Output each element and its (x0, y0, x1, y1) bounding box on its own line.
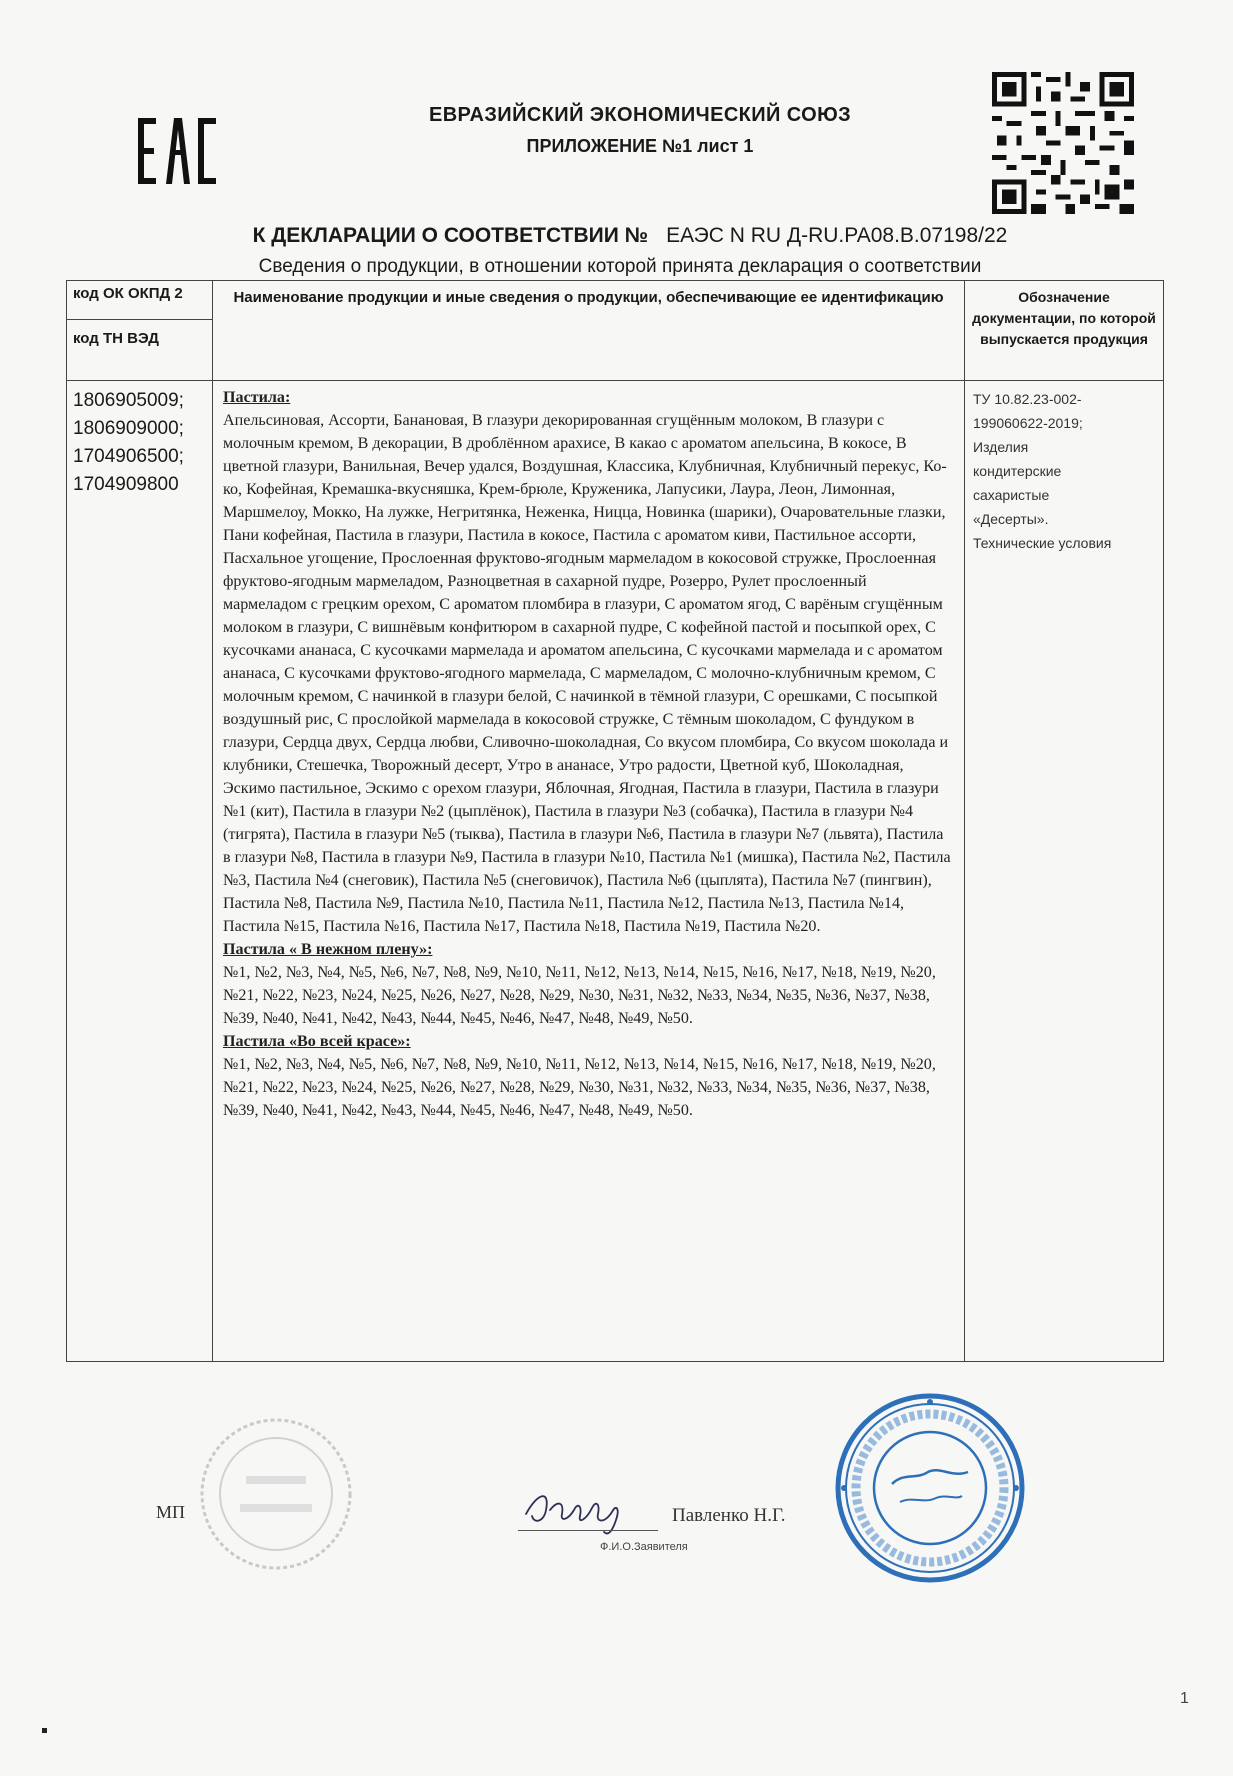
product-group-list: №1, №2, №3, №4, №5, №6, №7, №8, №9, №10, №11, №12, №13, №14, №15, №16, №17, №18, №19, №20, №21, №22, №23, №24, №25, №26, №27, №28, №29, №30, №31, №32, №33, №34, №35, №36, №37, №38, №39, №40, №41, №42, №43, №44, №45, №46, №47, №48, №49, №50. (223, 964, 936, 1027)
product-group-heading: Пастила «Во всей красе»: (223, 1033, 411, 1050)
header-tnved-code: код ТН ВЭД (67, 320, 213, 381)
scan-dot-mark (42, 1728, 47, 1733)
declaration-number: ЕАЭС N RU Д-RU.PA08.B.07198/22 (666, 224, 1008, 247)
documentation-line: «Десерты». (973, 511, 1049, 527)
documentation-line: ТУ 10.82.23-002- (973, 391, 1082, 407)
header-okpd-code: код ОК ОКПД 2 (67, 281, 213, 320)
product-code: 1704906500; (73, 446, 184, 467)
appendix-subtitle: ПРИЛОЖЕНИЕ №1 лист 1 (526, 136, 754, 156)
product-code: 1806905009; (73, 390, 184, 411)
page-number: 1 (1180, 1690, 1189, 1707)
signer-name: Павленко Н.Г. (672, 1505, 786, 1526)
documentation-line: Изделия (973, 439, 1029, 455)
table-row (67, 381, 1164, 1362)
union-title: ЕВРАЗИЙСКИЙ ЭКОНОМИЧЕСКИЙ СОЮЗ (428, 104, 852, 126)
product-group-list: Апельсиновая, Ассорти, Банановая, В глазури декорированная сгущённым молоком, В глазури с молочным кремом, В декорации, В дроблённом арахисе, В какао с ароматом апельсина, В кокосе, В цветной глазури, Ванильная, Вечер удался, Воздушная, Классика, Клубничная, Клубничный перекус, Ко-ко, Кофейная, Кремашка-вкусняшка, Крем-брюле, Круженика, Лапусики, Лаура, Леон, Лимонная, Маршмелоу, Мокко, На лужке, Негритянка, Неженка, Ницца, Новинка (шарики), Очаровательные глазки, Пани кофейная, Пастила в глазури, Пастила в кокосе, Пастила с ароматом киви, Пастильное ассорти, Пасхальное угощение, Прослоенная фруктово-ягодным мармеладом в кокосовой стружке, Прослоенная фруктово-ягодным мармеладом, Разноцветная в сахарной пудре, Розерро, Рулет прослоенный мармеладом с грецким орехом, С ароматом пломбира в глазури, С ароматом ягод, С варёным сгущённым молоком в глазури, С вишнёвым конфитюром в сахарной пудре, С кофейной пастой и посыпкой орех, С кусочками ананаса, С кусочками мармелада и ароматом апельсина, С кусочками мармелада и с ароматом ананаса, С кусочками фруктово-ягодного мармелада, С мармеладом, С молочно-клубничным кремом, С молочным кремом, С начинкой в глазури белой, С начинкой в тёмной глазури, С орешками, С посыпкой воздушный рис, С прослойкой мармелада в кокосовой стружке, С тёмным шоколадом, С фундуком в глазури, Сердца двух, Сердца любви, Сливочно-шоколадная, Со вкусом пломбира, Со вкусом шоколада и клубники, Стешечка, Творожный десерт, Утро в ананасе, Утро радости, Цветной куб, Шоколадная, Эскимо пастильное, Эскимо с орехом глазури, Яблочная, Ягодная, Пастила в глазури, Пастила в глазури №1 (кит), Пастила в глазури №2 (цыплёнок), Пастила в глазури №3 (собачка), Пастила в глазури №4 (тигрята), Пастила в глазури №5 (тыква), Пастила в глазури №6, Пастила в глазури №7 (львята), Пастила в глазури №8, Пастила в глазури №9, Пастила в глазури №10, Пастила №1 (мишка), Пастила №2, Пастила №3, Пастила №4 (снеговик), Пастила №5 (снеговичок), Пастила №6 (цыплята), Пастила №7 (пингвин), Пастила №8, Пастила №9, Пастила №10, Пастила №11, Пастила №12, Пастила №13, Пастила №14, Пастила №15, Пастила №16, Пастила №17, Пастила №18, Пастила №19, Пастила №20. (223, 412, 951, 935)
table-header-row (67, 281, 1164, 320)
signature-icon (520, 1480, 670, 1540)
product-group-heading: Пастила: (223, 389, 291, 406)
documentation-line: кондитерские (973, 463, 1062, 479)
documentation-line: сахаристые (973, 487, 1050, 503)
intro-text: Сведения о продукции, в отношении которой принята декларация о соответствии (258, 256, 982, 277)
product-codes-cell (67, 381, 213, 1362)
header-documentation: Обозначение документации, по которой выпускается продукция (965, 281, 1164, 381)
eac-logo-icon (136, 110, 220, 190)
faint-stamp-icon (196, 1414, 356, 1574)
product-code: 1806909000; (73, 418, 184, 439)
signer-caption: Ф.И.О.Заявителя (600, 1541, 688, 1553)
product-group-heading: Пастила « В нежном плену»: (223, 941, 433, 958)
documentation-line: 199060622-2019; (973, 415, 1083, 431)
product-group-list: №1, №2, №3, №4, №5, №6, №7, №8, №9, №10, №11, №12, №13, №14, №15, №16, №17, №18, №19, №20, №21, №22, №23, №24, №25, №26, №27, №28, №29, №30, №31, №32, №33, №34, №35, №36, №37, №38, №39, №40, №41, №42, №43, №44, №45, №46, №47, №48, №49, №50. (223, 1056, 936, 1119)
company-stamp-icon (830, 1388, 1030, 1588)
header-product-name: Наименование продукции и иные сведения о продукции, обеспечивающие ее идентификацию (213, 281, 965, 381)
documentation-cell (965, 381, 1164, 1362)
seal-place-label: МП (156, 1502, 186, 1522)
product-description-cell (213, 381, 965, 1362)
qr-code-icon (992, 72, 1134, 214)
signature-line (518, 1530, 658, 1531)
product-code: 1704909800 (73, 474, 179, 495)
products-table (66, 280, 1164, 1362)
declaration-label: К ДЕКЛАРАЦИИ О СООТВЕТСТВИИ № (252, 224, 649, 247)
declaration-line (130, 224, 1130, 248)
documentation-line: Технические условия (973, 535, 1112, 551)
